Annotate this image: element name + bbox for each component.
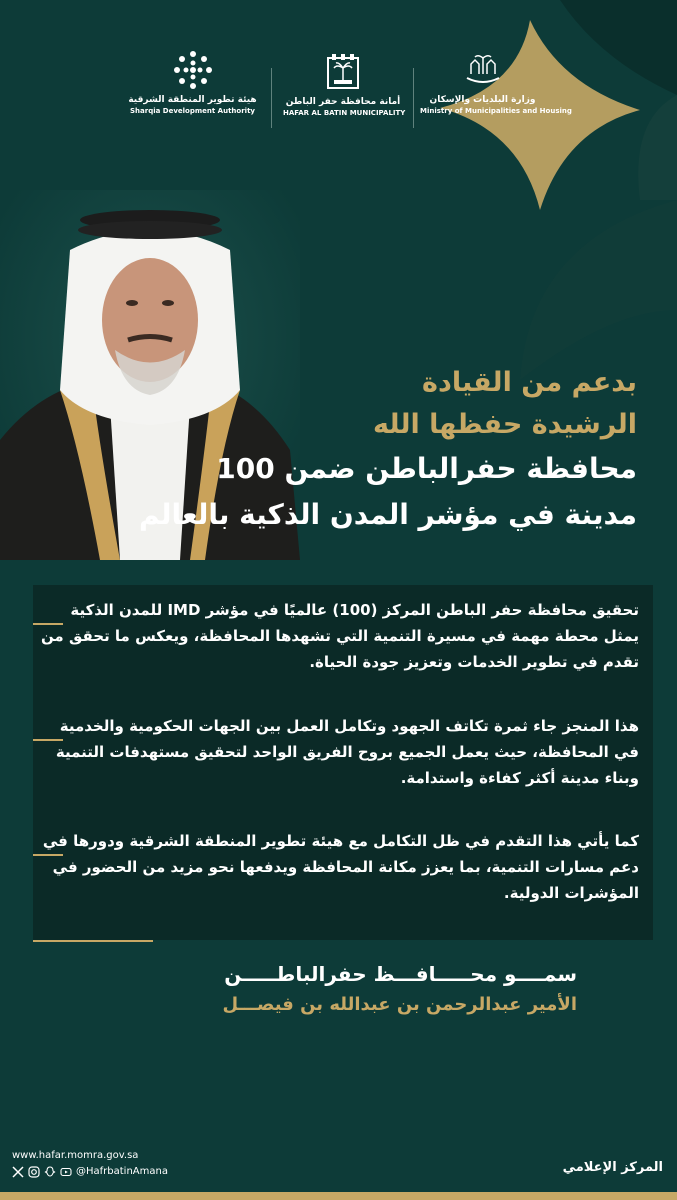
media-center: المركز الإعلامي — [562, 1160, 663, 1175]
hafar-gate-icon — [322, 50, 364, 92]
logo-header — [0, 50, 677, 130]
bottom-bar — [0, 1192, 677, 1200]
sda-name-ar: هيئة تطوير المنطقة الشرقية — [128, 95, 257, 105]
youtube-icon[interactable] — [60, 1166, 72, 1178]
ministry-name-en: Ministry of Municipalities and Housing — [420, 107, 572, 115]
website-link[interactable]: www.hafar.momra.gov.sa — [12, 1150, 139, 1161]
headline-line-3: محافظة حفرالباطن ضمن 100 — [216, 452, 637, 485]
snapchat-icon[interactable] — [44, 1166, 56, 1178]
divider — [271, 68, 272, 128]
ministry-logo — [420, 50, 572, 116]
signature-title: سمــــو محـــــافـــظ حفرالباطـــــن — [224, 962, 577, 986]
hafar-name-ar: أمانة محافظة حفر الباطن — [285, 97, 401, 107]
paragraph-1: تحقيق محافظة حفر الباطن المركز (100) عالميًا في مؤشر IMD للمدن الذكية يمثل محطة مهمة في مسيرة التنمية التي تشهدها المحافظة، ويعكس ما تحقق من تقدم في تطوير الخدمات وتعزيز جودة الحياة. — [40, 601, 639, 671]
hafar-logo — [283, 50, 406, 118]
headline — [139, 362, 637, 538]
ministry-name-ar: وزارة البلديات والإسكان — [429, 95, 536, 105]
footer-links — [12, 1148, 168, 1180]
sda-name-en: Sharqia Development Authority — [130, 107, 255, 115]
sda-logo — [125, 50, 260, 116]
signature-block — [157, 958, 577, 1020]
social-handle[interactable]: @HafrbatinAmana — [76, 1166, 168, 1177]
sda-emblem-icon — [173, 50, 213, 90]
signature-line — [33, 940, 153, 942]
x-icon[interactable] — [12, 1166, 24, 1178]
paragraph-2: هذا المنجز جاء ثمرة تكاتف الجهود وتكامل العمل بين الجهات الحكومية والخدمية في المحافظة، حيث يعمل الجميع بروح الفريق الواحد لتحقيق مستهدفات التنمية وبناء مدينة أكثر كفاءة واستدامة. — [55, 717, 639, 787]
paragraph-3: كما يأتي هذا التقدم في ظل التكامل مع هيئة تطوير المنطقة الشرقية ودورها في دعم مسارات التنمية، بما يعزز مكانة المحافظة ويدفعها نحو مزيد من الحضور في المؤشرات الدولية. — [42, 832, 639, 902]
content-panel — [33, 585, 653, 940]
hafar-name-en: HAFAR AL BATIN MUNICIPALITY — [283, 109, 406, 117]
website-row[interactable] — [12, 1148, 168, 1164]
ministry-emblem-icon — [461, 50, 505, 90]
social-row[interactable] — [12, 1164, 168, 1180]
divider — [413, 68, 414, 128]
headline-line-1: بدعم من القيادة — [422, 367, 637, 398]
signature-name: الأمير عبدالرحمن بن عبدالله بن فيصـــل — [222, 994, 577, 1015]
headline-line-2: الرشيدة حفظها الله — [372, 409, 637, 440]
arc-shape — [520, 200, 677, 380]
headline-line-4: مدينة في مؤشر المدن الذكية بالعالم — [139, 498, 637, 531]
instagram-icon[interactable] — [28, 1166, 40, 1178]
